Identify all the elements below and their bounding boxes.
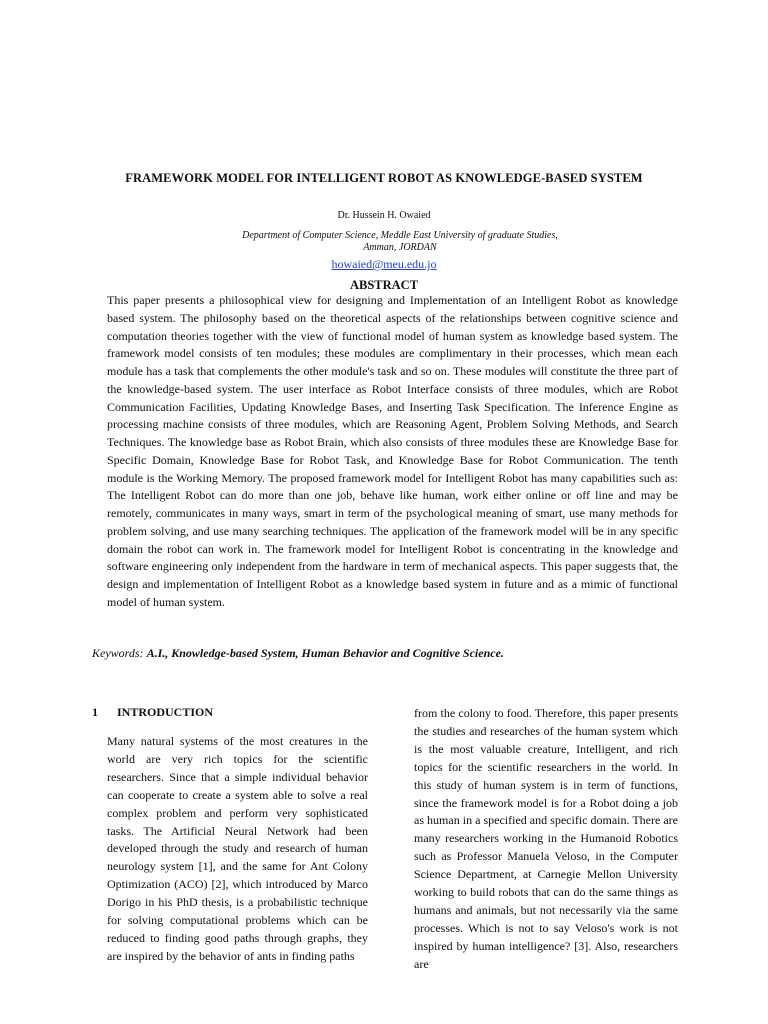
section-number: 1 bbox=[92, 705, 98, 719]
abstract-heading: ABSTRACT bbox=[349, 278, 419, 292]
keywords-label: Keywords: bbox=[92, 646, 144, 660]
intro-right-column: from the colony to food. Therefore, this paper presents the studies and researches of the human system which is the most valuable creature, Intelligent, and rich topics for the scientific researchers in the world. In this study of human system is in term of functions, since the framework model is for a Robot doing a job as human in a specified and specific domain. There are many researchers working in the Humanoid Robotics such as Professor Manuela Veloso, in the Computer Science Department, at Carnegie Mellon University working to build robots that can do the same things as humans and animals, but not necessarily via the same processes. Which is not to say Veloso's work is not inspired by human intelligence? [3]. Also, researchers are bbox=[414, 706, 678, 971]
affiliation-line-1: Department of Computer Science, Meddle East University of graduate Studies, bbox=[242, 230, 558, 241]
intro-left-column: Many natural systems of the most creatures in the world are very rich topics for the scientific researchers. Since that a simple individual behavior can cooperate to create a system able to solve a real complex problem and perform very sophisticated tasks. The Artificial Neural Network had been developed through the study and research of human neurology system [1], and the same for Ant Colony Optimization (ACO) [2], which introduced by Marco Dorigo in his PhD thesis, is a probabilistic technique for solving computational problems which can be reduced to finding good paths through graphs, they are inspired by the behavior of ants in finding paths bbox=[107, 734, 368, 963]
paper-title: FRAMEWORK MODEL FOR INTELLIGENT ROBOT AS KNOWLEDGE-BASED SYSTEM bbox=[125, 171, 643, 185]
author-email bbox=[0, 257, 768, 272]
affiliation-line-2: Amman, JORDAN bbox=[363, 242, 437, 253]
author-name: Dr. Hussein H. Owaied bbox=[337, 210, 431, 221]
author-affiliation bbox=[0, 230, 768, 254]
keywords-values: A.I., Knowledge-based System, Human Behavior and Cognitive Science. bbox=[146, 646, 504, 660]
keywords-line bbox=[92, 646, 692, 661]
abstract-text: This paper presents a philosophical view for designing and Implementation of an Intelligent Robot as knowledge based system. The philosophy based on the theoretical aspects of the relationships between cognitive science and computation theories together with the view of functional model of human system as knowledge based system. The framework model consists of ten modules; these modules are complimentary in their processes, which mean each module has a task that complements the other module's task and so on. These modules will constitute the three part of the knowledge-based system. The user interface as Robot Interface consists of three modules, which are Robot Communication Facilities, Updating Knowledge Bases, and Inserting Task Specification. The Inference Engine as processing machine consists of three modules, which are Reasoning Agent, Problem Solving Methods, and Search Techniques. The knowledge base as Robot Brain, which also consists of three modules these are Knowledge Base for Specific Domain, Knowledge Base for Robot Task, and Knowledge Base for Robot Communication. The tenth module is the Working Memory. The proposed framework model for Intelligent Robot has many capabilities such as: The Intelligent Robot can do more than one job, behave like human, work either online or off line and may be remotely, communicates in many ways, smart in term of the psychological meaning of smart, use many methods for problem solving, and use many searching techniques. The application of the framework model will be in any specific domain the robot can work in. The framework model for Intelligent Robot is concentrating in the knowledge and software engineering only independent from the hardware in term of mechanical aspects. This paper suggests that, the design and implementation of Intelligent Robot as a knowledge based system in future and as a mimic of functional model of human system. bbox=[107, 293, 678, 609]
section-title: INTRODUCTION bbox=[117, 705, 214, 719]
section-heading bbox=[92, 705, 213, 720]
email-link[interactable]: howaied@meu.edu.jo bbox=[331, 257, 437, 271]
